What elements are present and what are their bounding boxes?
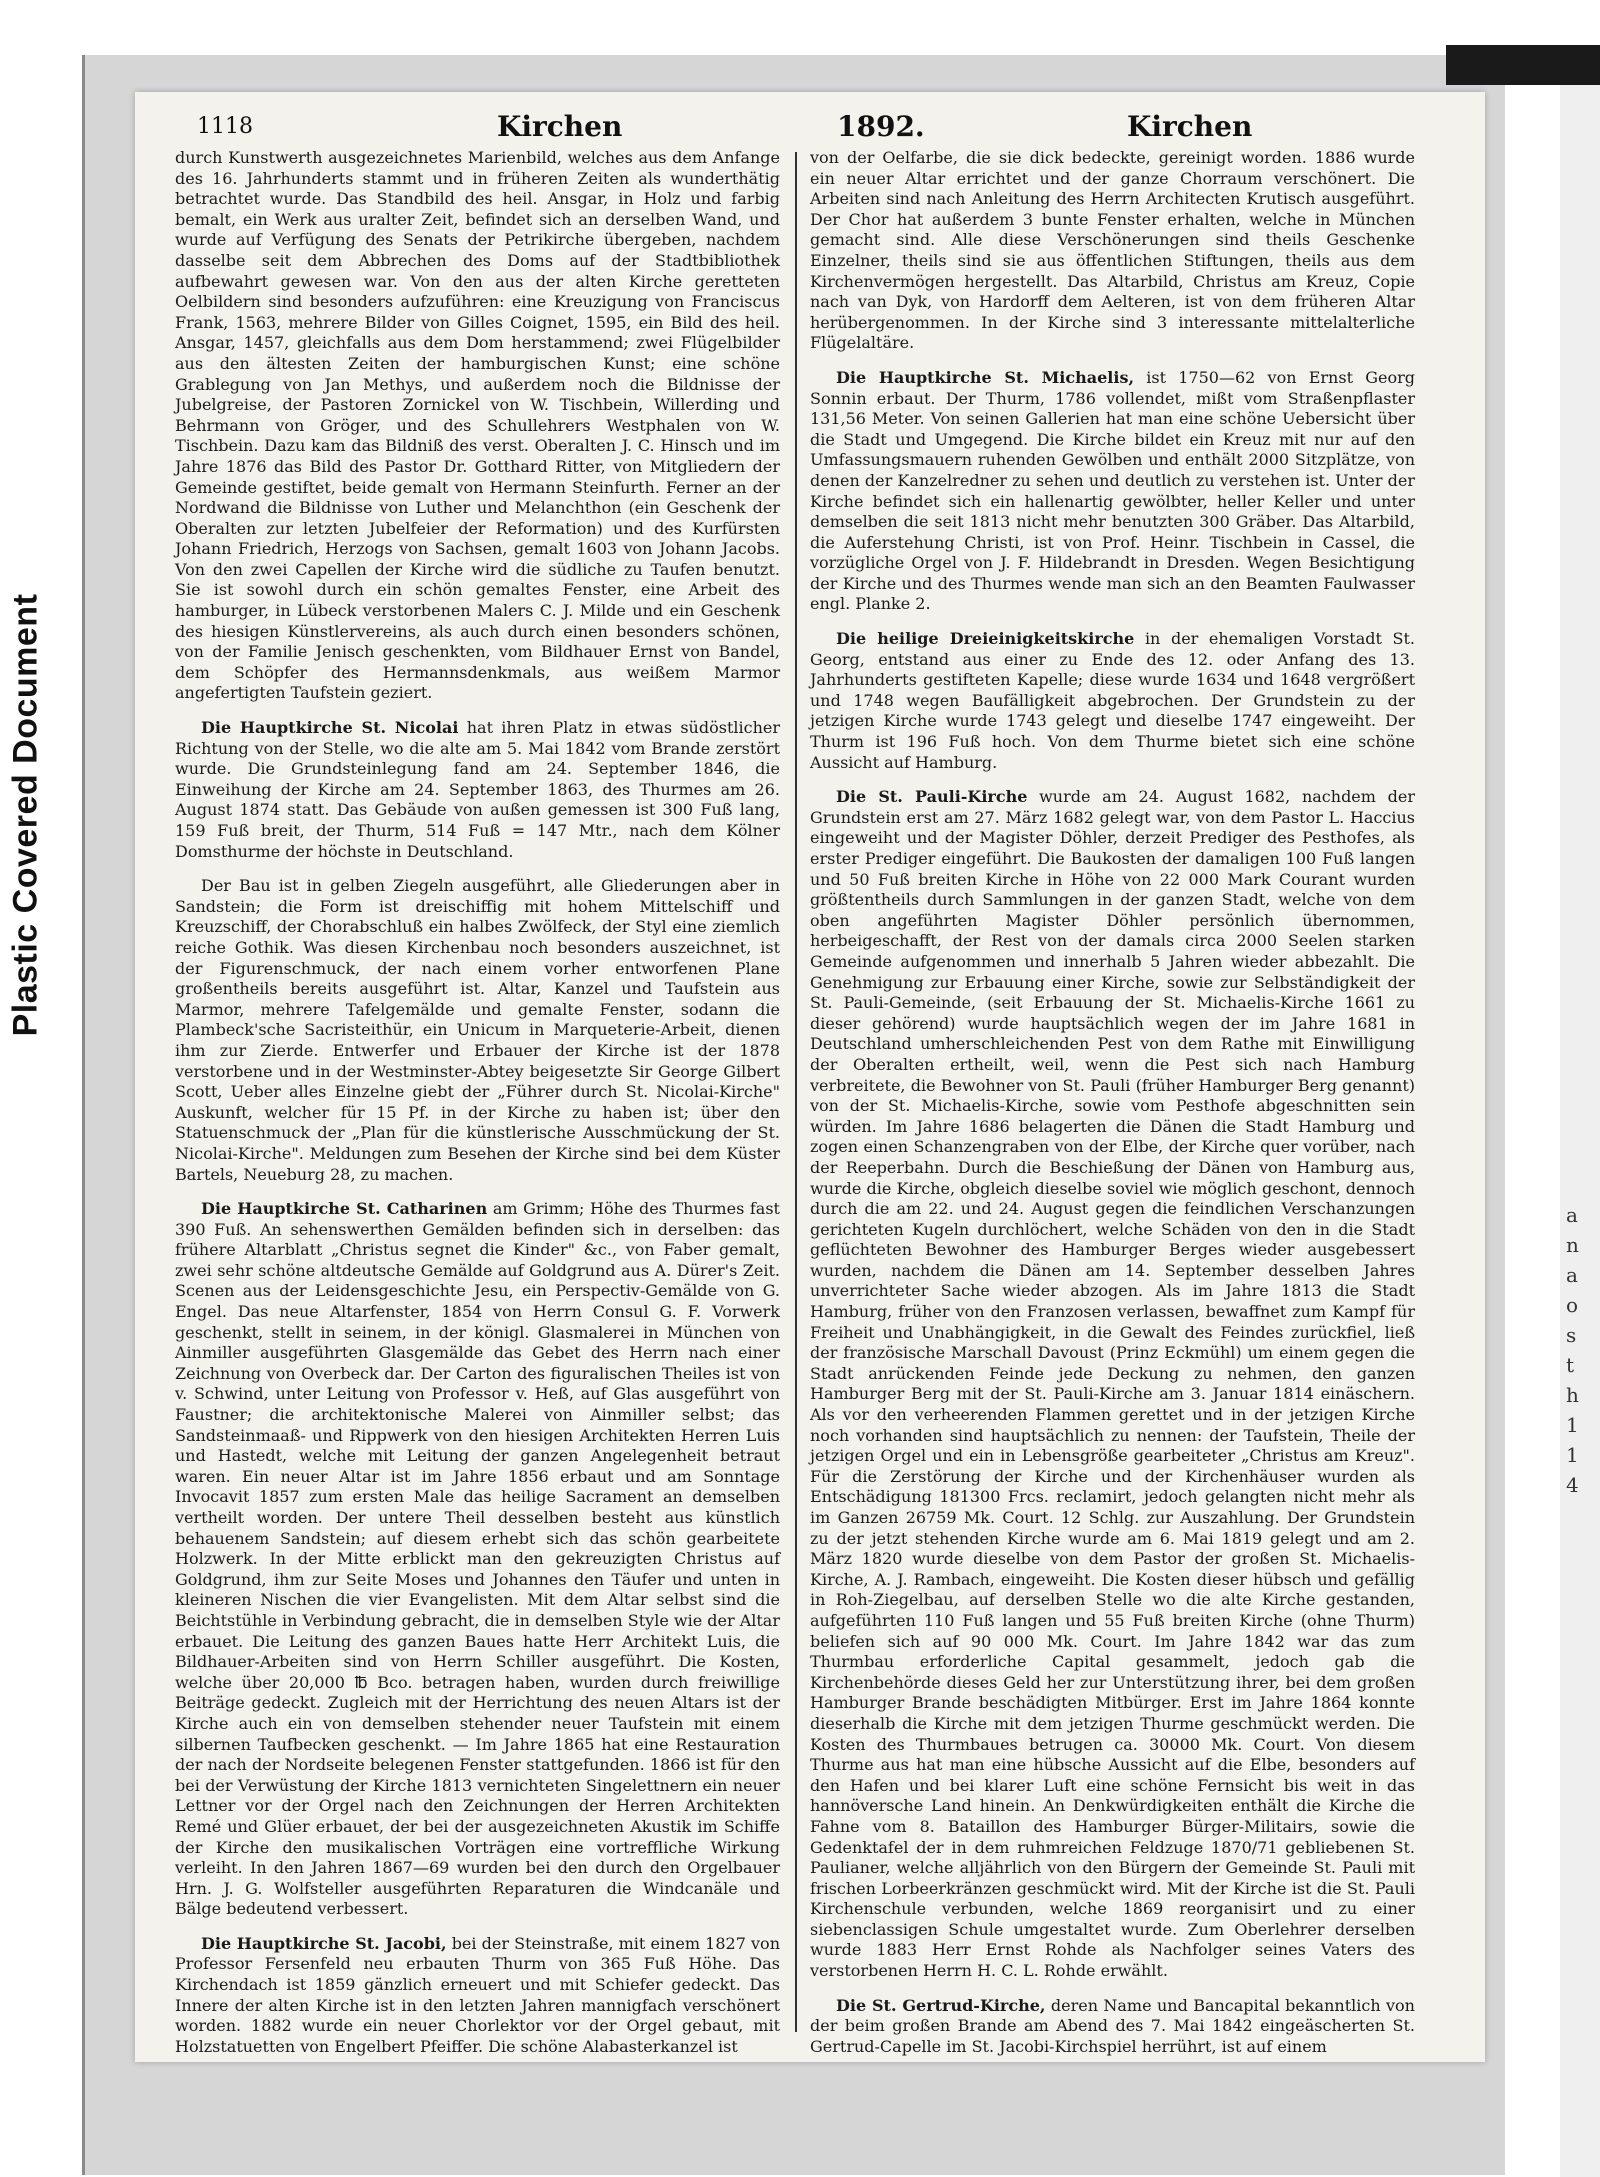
paragraph: Die Hauptkirche St. Catharinen am Grimm; Höhe des Thurmes fast 390 Fuß. An sehenswerthen Gemälden befinden sich in derselben: das frühere Altarblatt „Christus segnet die Kinder" &c., von Faber gemalt, zwei sehr schöne altdeutsche Gemälde auf Goldgrund aus A. Dürer's Zeit. Scenen aus der Leidensgeschichte Jesu, ein Perspectiv-Gemälde von G. Engel. Das neue Altarfenster, 1854 von Herrn Consul G. F. Vorwerk geschenkt, stellt in seinem, in der königl. Glasmalerei in München von Ainmiller ausgeführten Glasgemälde das Gebet des Herrn nach einer Zeichnung von Overbeck dar. Der Carton des figuralischen Theiles ist von v. Schwind, unter Leitung von Professor v. Heß, auf Glas ausgeführt von Faustner; die architektonische Malerei von Ainmiller selbst; das Sandsteinmaaß- und Rippwerk von den hiesigen Architekten Herren Luis und Hastedt, welche mit Leitung der ganzen Angelegenheit betraut waren. Ein neuer Altar ist im Jahre 1856 erbaut und am Sonntage Invocavit 1857 zum ersten Male das heilige Sacrament an demselben vertheilt worden. Der untere Theil desselben besteht aus künstlich behauenem Sandstein; auf diesem erhebt sich das schön gearbeitete Holzwerk. In der Mitte erblickt man den gekreuzigten Christus auf Goldgrund, ihm zur Seite Moses und Johannes den Täufer und unten in kleineren Nischen die vier Evangelisten. Mit dem Altar selbst sind die Beichtstühle in Verbindung gebracht, die in demselben Style wie der Altar erbauet. Die Leitung des ganzen Baues hatte Herr Architekt Luis, die Bildhauer-Arbeiten sind von Herrn Schiller ausgeführt. Die Kosten, welche über 20,000 ℔ Bco. betragen haben, wurden durch freiwillige Beiträge gedeckt. Zugleich mit der Herrichtung des neuen Altars ist der Kirche auch ein von demselben stehender neuer Taufstein mit einem silbernen Taufbecken geschenkt. — Im Jahre 1865 hat eine Restauration der nach der Nordseite belegenen Fenster stattgefunden. 1866 ist für den bei der Verwüstung der Kirche 1813 vernichteten Singelettnern ein neuer Lettner vor der Orgel nach den Zeichnungen der Herren Architekten Remé und Glüer erbauet, der bei der ausgezeichneten Akustik im Schiffe der Kirche den musikalischen Vorträgen eine vortreffliche Wirkung verleiht. In den Jahren 1867—69 wurden bei den durch den Orgelbauer Hrn. J. G. Wolfsteller ausgeführten Reparaturen die Windcanäle und Bälge bedeutend verbessert.: [175, 1199, 780, 1919]
right-column: [810, 148, 1416, 2056]
scan-dark-edge: [1446, 45, 1600, 85]
left-column: [175, 148, 780, 2056]
margin-char: a: [1566, 1263, 1578, 1287]
margin-char: s: [1566, 1323, 1577, 1347]
paragraph: Die Hauptkirche St. Nicolai hat ihren Platz in etwas südöstlicher Richtung von der Stelle, wo die alte am 5. Mai 1842 vom Brande zerstört wurde. Die Grundsteinlegung fand am 24. September 1846, die Einweihung der Kirche am 24. September 1863, des Thurmes am 26. August 1874 statt. Das Gebäude von außen gemessen ist 300 Fuß lang, 159 Fuß breit, der Thurm, 514 Fuß = 147 Mtr., nach dem Kölner Domsthurme der höchste in Deutschland.: [175, 718, 780, 861]
paragraph: durch Kunstwerth ausgezeichnetes Marienbild, welches aus dem Anfange des 16. Jahrhunderts stammt und in früheren Zeiten als wunderthätig betrachtet wurde. Das Standbild des heil. Ansgar, in Holz und farbig bemalt, ein Werk aus uralter Zeit, befindet sich an derselben Wand, und wurde auf Verfügung des Senats der Petrikirche übergeben, nachdem dasselbe seit dem Abbrechen des Doms auf der Stadtbibliothek aufbewahrt gewesen war. Von den aus der alten Kirche geretteten Oelbildern sind besonders aufzuführen: eine Kreuzigung von Franciscus Frank, 1563, mehrere Bilder von Gilles Coignet, 1595, ein Bild des heil. Ansgar, 1457, gleichfalls aus dem Dom herstammend; zwei Flügelbilder aus den ältesten Zeiten der hamburgischen Kunst; eine schöne Grablegung von Jan Methys, und außerdem noch die Bildnisse der Jubelgreise, der Pastoren Zornickel von W. Tischbein, Willerding und Behrmann von Gröger, und des Schullehrers Westphalen von W. Tischbein. Dazu kam das Bildniß des verst. Oberalten J. C. Hinsch und im Jahre 1876 das Bild des Pastor Dr. Gotthard Ritter, von Mitgliedern der Gemeinde gestiftet, beide gemalt von Hermann Steinfurth. Ferner an der Nordwand die Bildnisse von Luther und Melanchthon (ein Geschenk der Oberalten zur letzten Jubelfeier der Reformation) und des Kurfürsten Johann Friedrich, Herzogs von Sachsen, gemalt 1603 von Johann Jacobs. Von den zwei Capellen der Kirche wird die südliche zu Taufen benutzt. Sie ist sowohl durch ein schön gemaltes Fenster, eine Arbeit des hamburger, in Lübeck verstorbenen Malers C. J. Milde und ein Geschenk des hiesigen Künstlervereins, als auch durch einen besonders schönen, von der Familie Jenisch geschenkten, vom Bildhauer Ernst von Bandel, dem Schöpfer des Hermannsdenkmals, aus weißem Marmor angefertigten Taufstein geziert.: [175, 148, 780, 703]
section-heading: Die St. Pauli-Kirche: [836, 787, 1028, 807]
section-heading: Die St. Gertrud-Kirche,: [836, 1995, 1046, 2015]
document-page: [135, 92, 1485, 2062]
paragraph: Der Bau ist in gelben Ziegeln ausgeführt, alle Gliederungen aber in Sandstein; die Form ist dreischiffig mit hohem Mittelschiff und Kreuzschiff, der Chorabschluß ein halbes Zwölfeck, der Styl eine ziemlich reiche Gothik. Was diesen Kirchenbau noch besonders auszeichnet, ist der Figurenschmuck, der nach einem vorher entworfenen Plane großentheils bereits ausgeführt ist. Altar, Kanzel und Taufstein aus Marmor, mehrere Tafelgemälde und gemalte Fenster, sodann die Plambeck'sche Sacristeithür, ein Unicum in Marqueterie-Arbeit, dienen ihm zur Zierde. Entwerfer und Erbauer der Kirche ist der 1878 verstorbene und in der Westminster-Abtey beigesetzte Sir George Gilbert Scott, Ueber alles Einzelne giebt der „Führer durch St. Nicolai-Kirche" Auskunft, welcher für 15 Pf. in der Kirche zu haben ist; über den Statuenschmuck der „Plan für die künstlerische Ausschmückung der St. Nicolai-Kirche". Meldungen zum Besehen der Kirche sind bei dem Küster Bartels, Neueburg 28, zu machen.: [175, 876, 780, 1184]
paragraph: Die Hauptkirche St. Jacobi, bei der Steinstraße, mit einem 1827 von Professor Fersenfeld neu erbauten Thurm von 365 Fuß Höhe. Das Kirchendach ist 1859 gänzlich erneuert und mit Schiefer gedeckt. Das Innere der alten Kirche ist in den letzten Jahren mannigfach verschönert worden. 1882 wurde ein neuer Chorlektor vor der Orgel gebaut, mit Holzstatuetten von Engelbert Pfeiffer. Die schöne Alabasterkanzel ist: [175, 1933, 780, 2056]
margin-char: a: [1566, 1203, 1578, 1227]
paragraph: von der Oelfarbe, die sie dick bedeckte, gereinigt worden. 1886 wurde ein neuer Altar errichtet und der ganze Chorraum verschönert. Die Arbeiten sind nach Anleitung des Herrn Architecten Krutisch ausgeführt. Der Chor hat außerdem 3 bunte Fenster erhalten, welche in München gemacht sind. Alle diese Verschönerungen sind theils Geschenke Einzelner, theils sind sie aus öffentlichen Stiftungen, theils aus dem Kirchenvermögen hergestellt. Das Altarbild, Christus am Kreuz, Copie nach van Dyk, von Hardorff dem Aelteren, ist von dem früheren Altar herübergenommen. In der Kirche sind 3 interessante mittelalterliche Flügelaltäre.: [810, 148, 1415, 353]
margin-char: 1: [1566, 1443, 1579, 1467]
side-label-text: Plastic Covered Document: [6, 593, 45, 1037]
adjacent-page-strip: [1560, 85, 1600, 2177]
paragraph: Die Hauptkirche St. Michaelis, ist 1750—62 von Ernst Georg Sonnin erbaut. Der Thurm, 1786 vollendet, mißt vom Straßenpflaster 131,56 Meter. Von seinen Gallerien hat man eine schöne Uebersicht über die Stadt und Umgegend. Die Kirche bildet ein Kreuz mit nur auf den Umfassungsmauern ruhenden Gewölben und enthält 2000 Sitzplätze, von denen der Kanzelredner zu sehen und deutlich zu verstehen ist. Unter der Kirche befindet sich ein hallenartig gewölbter, heller Keller und unter demselben die seit 1813 nicht mehr benutzten 300 Gräber. Das Altarbild, die Auferstehung Christi, ist von Prof. Heinr. Tischbein in Cassel, die vorzügliche Orgel von J. F. Hildebrandt in Dresden. Wegen Besichtigung der Kirche und des Thurmes wende man sich an den Beamten Faulwasser engl. Planke 2.: [810, 367, 1415, 614]
paragraph: Die St. Gertrud-Kirche, deren Name und Bancapital bekanntlich von der beim großen Brande am Abend des 7. Mai 1842 eingeäscherten St. Gertrud-Capelle im St. Jacobi-Kirchspiel herrührt, ist auf einem: [810, 1995, 1415, 2056]
page-header: [197, 106, 1457, 146]
running-title-right: Kirchen: [1127, 110, 1253, 143]
side-label: [6, 545, 46, 1085]
paragraph: Die heilige Dreieinigkeitskirche in der ehemaligen Vorstadt St. Georg, entstand aus einer zu Ende des 12. oder Anfang des 13. Jahrhunderts gestifteten Kapelle; diese wurde 1634 und 1648 vergrößert und 1748 wegen Baufälligkeit abgebrochen. Der Grundstein zu der jetzigen Kirche wurde 1743 gelegt und dieselbe 1747 eingeweiht. Der Thurm ist 196 Fuß hoch. Von dem Thurme bietet sich eine schöne Aussicht auf Hamburg.: [810, 629, 1416, 772]
adjacent-page-margin: [1566, 1200, 1596, 1500]
margin-char: h: [1566, 1383, 1579, 1407]
section-heading: Die Hauptkirche St. Nicolai: [201, 718, 459, 738]
section-heading: Die heilige Dreieinigkeitskirche: [836, 629, 1135, 649]
section-heading: Die Hauptkirche St. Jacobi,: [201, 1933, 447, 1953]
margin-char: o: [1566, 1293, 1579, 1317]
column-divider: [795, 152, 797, 2032]
running-title-left: Kirchen: [497, 110, 623, 143]
margin-char: n: [1566, 1233, 1579, 1257]
section-heading: Die Hauptkirche St. Michaelis,: [836, 367, 1135, 387]
paragraph: Die St. Pauli-Kirche wurde am 24. August 1682, nachdem der Grundstein erst am 27. März 1682 gelegt war, von dem Pastor L. Haccius eingeweiht und der Magister Döhler, derzeit Prediger des Pesthofes, als erster Prediger eingeführt. Die Baukosten der damaligen 100 Fuß langen und 50 Fuß breiten Kirche in Höhe von 22 000 Mark Courant wurden größtentheils durch Sammlungen in der ganzen Stadt, welche von dem oben angeführten Magister Döhler persönlich übernommen, herbeigeschafft, der Rest von der damals circa 2000 Seelen starken Gemeinde aufgenommen und innerhalb 5 Jahren wieder abbezahlt. Die Genehmigung zur Erbauung einer Kirche, sowie zur Selbständigkeit der St. Pauli-Gemeinde, (seit Erbauung der St. Michaelis-Kirche 1661 zu dieser gehörend) wurde hauptsächlich wegen der im Jahre 1681 in Deutschland umherschleichenden Pest von dem Rathe mit Einwilligung der Oberalten ertheilt, weil, wenn die Pest sich nach Hamburg verbreitete, die Bewohner von St. Pauli (früher Hamburger Berg genannt) von der St. Michaelis-Kirche, sowie vom Pesthofe abgeschnitten sein würden. Im Jahre 1686 belagerten die Dänen die Stadt Hamburg und zogen einen Schanzengraben von der Elbe, der Kirche quer vorüber, nach der Reeperbahn. Durch die Beschießung der Dänen von Hamburg aus, wurde die Kirche, obgleich dieselbe soviel wie möglich geschont, dennoch durch die am 22. und 24. August gegen die feindlichen Verschanzungen gerichteten Kugeln durchlöchert, welche Schäden von den in die Stadt geflüchteten Bewohner des Hamburger Berges wieder ausgebessert wurden, nachdem die Dänen am 14. September desselben Jahres unverrichteter Sache wieder abzogen. Als im Jahre 1813 die Stadt Hamburg, früher von den Franzosen verlassen, bewaffnet zum Kampf für Freiheit und Unabhängigkeit, in die Gewalt des Feindes zurückfiel, ließ der französische Marschall Davoust (Prinz Eckmühl) um einem gegen die Stadt anrückenden Feinde jede Deckung zu nehmen, den ganzen Hamburger Berg mit der St. Pauli-Kirche am 3. Januar 1814 einäschern. Als vor den verheerenden Flammen gerettet und in der jetzigen Kirche noch vorhanden sind hauptsächlich zu nennen: der Taufstein, Theile der jetzigen Orgel und ein in Lebensgröße gearbeiteter „Christus am Kreuz". Für die Zerstörung der Kirche und der Kirchenhäuser wurden als Entschädigung 181300 Frcs. reclamirt, jedoch gelangten nicht mehr als im Ganzen 26759 Mk. Court. 12 Schlg. zur Auszahlung. Der Grundstein zu der jetzt stehenden Kirche wurde am 6. Mai 1819 gelegt und am 2. März 1820 wurde dieselbe von dem Pastor der großen St. Michaelis-Kirche, A. J. Rambach, eingeweiht. Die Kosten dieser hübsch und gefällig in Roh-Ziegelbau, auf derselben Stelle wo die alte Kirche gestanden, aufgeführten 110 Fuß langen und 55 Fuß breiten Kirche (ohne Thurm) beliefen sich auf 90 000 Mk. Court. Im Jahre 1842 war das zum Thurmbau erforderliche Capital gesammelt, jedoch gab die Kirchenbehörde dieses Geld her zur Unterstützung ihrer, bei dem großen Hamburger Brande beschädigten Mitbürger. Erst im Jahre 1864 konnte dieserhalb die Kirche mit dem jetzigen Thurme geschmückt werden. Die Kosten des Thurmbaues betrugen ca. 30000 Mk. Court. Von diesem Thurme aus hat man eine hübsche Aussicht auf die Elbe, besonders auf den Hafen und bei klarer Luft eine schöne Fernsicht bis weit in das hannöversche Land hinein. An Denkwürdigkeiten enthält die Kirche die Fahne vom 8. Bataillon des Hamburger Bürger-Militairs, sowie die Gedenktafel der in dem ruhmreichen Feldzuge 1870/71 gebliebenen St. Paulianer, welche alljährlich von den Bürgern der Gemeinde St. Pauli mit frischen Lorbeerkränzen geschmückt wird. Mit der Kirche ist die St. Pauli Kirchenschule verbunden, welche 1869 reorganisirt und zu einer siebenclassigen Schule umgestaltet wurde. Zum Oberlehrer derselben wurde 1883 Herr Ernst Rohde als Nachfolger seines Vaters des verstorbenen Herrn H. C. L. Rohde erwählt.: [810, 787, 1416, 1981]
page-year: 1892.: [837, 110, 925, 143]
margin-char: 1: [1566, 1413, 1579, 1437]
margin-char: 4: [1566, 1473, 1579, 1497]
margin-char: t: [1566, 1353, 1575, 1377]
page-number: 1118: [197, 114, 253, 139]
section-heading: Die Hauptkirche St. Catharinen: [201, 1199, 488, 1219]
